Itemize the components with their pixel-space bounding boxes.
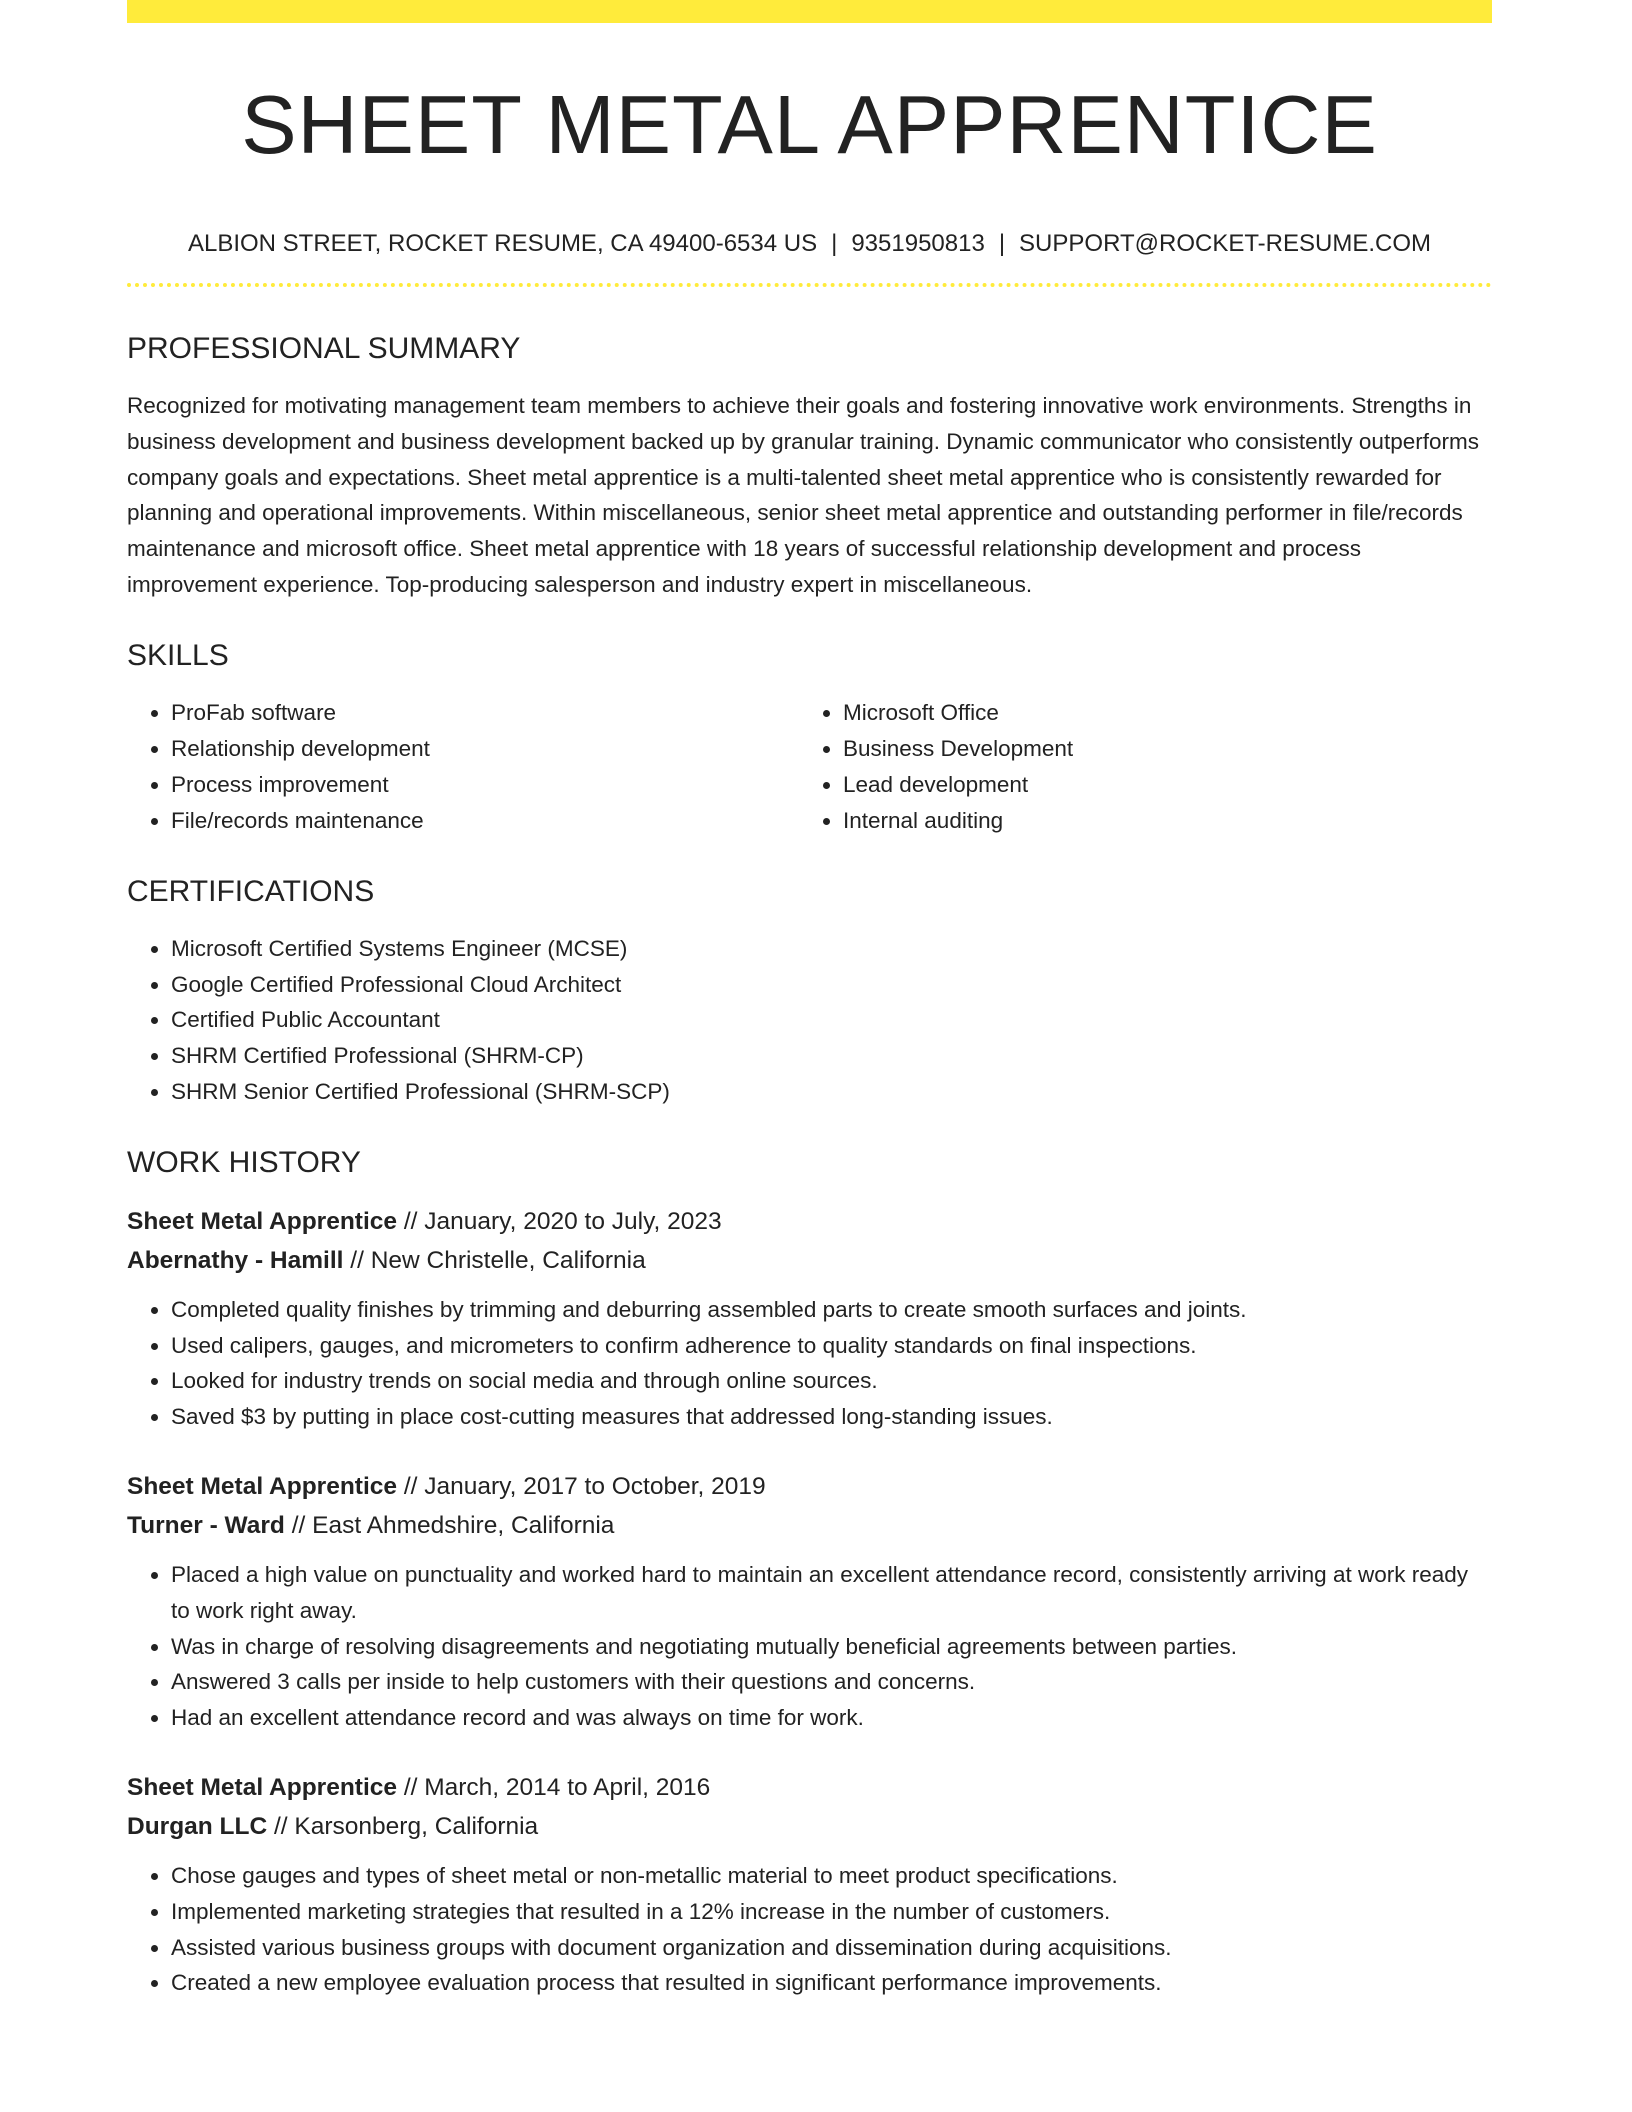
- job-location: // Karsonberg, California: [267, 1812, 539, 1840]
- skill-item: • Internal auditing: [843, 803, 1471, 839]
- job-bullet: • Implemented marketing strategies that resulted in a 12% increase in the number of customers.: [171, 1894, 1492, 1930]
- job-company: Durgan LLC: [127, 1812, 268, 1840]
- job-entry: [127, 1768, 1492, 2001]
- contact-line: [127, 232, 1492, 256]
- job-title-line: [127, 1202, 1492, 1241]
- job-location: // New Christelle, California: [343, 1246, 646, 1274]
- contact-separator: |: [831, 230, 838, 257]
- job-company: Turner - Ward: [127, 1511, 285, 1539]
- job-bullet: • Assisted various business groups with document organization and dissemination during acquisitions.: [171, 1930, 1492, 1966]
- job-bullets: [127, 1858, 1492, 2001]
- job-dates: // March, 2014 to April, 2016: [397, 1773, 711, 1801]
- job-company-line: [127, 1506, 1492, 1545]
- contact-separator: |: [998, 230, 1006, 257]
- job-bullet: • Created a new employee evaluation process that resulted in significant performance improvements.: [171, 1965, 1492, 2001]
- certification-item: • SHRM Senior Certified Professional (SHRM-SCP): [171, 1074, 1492, 1110]
- summary-heading: PROFESSIONAL SUMMARY: [127, 332, 521, 365]
- skill-item: • Business Development: [843, 731, 1471, 767]
- skill-item: • Microsoft Office: [843, 695, 1471, 731]
- job-company-line: [127, 1807, 1492, 1846]
- job-bullet: • Looked for industry trends on social media and through online sources.: [171, 1363, 1492, 1399]
- job-role: Sheet Metal Apprentice: [127, 1773, 398, 1801]
- job-company: Abernathy - Hamill: [127, 1246, 344, 1274]
- skill-item: • ProFab software: [171, 695, 799, 731]
- summary-text: Recognized for motivating management team members to achieve their goals and fostering innovative work environments. Strengths in business development and business development backed up by granular training. Dynamic communicator who consistently outperforms company goals and expectations. Sheet metal apprentice is a multi-talented sheet metal apprentice who is consistently rewarded for planning and operational improvements. Within miscellaneous, senior sheet metal apprentice and outstanding performer in file/records maintenance and microsoft office. Sheet metal apprentice with 18 years of successful relationship development and process improvement experience. Top-producing salesperson and industry expert in miscellaneous.: [127, 393, 1479, 597]
- job-bullet: • Used calipers, gauges, and micrometers to confirm adherence to quality standards on final inspections.: [171, 1328, 1492, 1364]
- work-history-heading: WORK HISTORY: [127, 1145, 361, 1179]
- job-bullet: • Was in charge of resolving disagreements and negotiating mutually beneficial agreements between parties.: [171, 1629, 1492, 1665]
- skill-item: • Process improvement: [171, 767, 799, 803]
- skills-grid: [127, 695, 1492, 839]
- job-bullet: • Completed quality finishes by trimming and deburring assembled parts to create smooth surfaces and joints.: [171, 1292, 1492, 1328]
- certification-item: • Google Certified Professional Cloud Architect: [171, 967, 1492, 1003]
- certification-item: • Microsoft Certified Systems Engineer (MCSE): [171, 931, 1492, 967]
- job-bullet: • Chose gauges and types of sheet metal or non-metallic material to meet product specifications.: [171, 1858, 1492, 1894]
- job-role: Sheet Metal Apprentice: [127, 1472, 398, 1500]
- job-bullet: • Placed a high value on punctuality and worked hard to maintain an excellent attendance record, consistently arriving at work ready to work right away.: [171, 1557, 1492, 1629]
- dotted-divider: [127, 283, 1492, 287]
- job-title-line: [127, 1768, 1492, 1807]
- skills-left-column: [127, 695, 799, 839]
- job-bullets: [127, 1292, 1492, 1435]
- job-dates: // January, 2020 to July, 2023: [397, 1207, 722, 1235]
- skills-heading: SKILLS: [127, 638, 229, 672]
- job-entry: [127, 1202, 1492, 1435]
- contact-email: SUPPORT@ROCKET-RESUME.COM: [1019, 230, 1432, 257]
- skill-item: • Lead development: [843, 767, 1471, 803]
- job-bullet: • Had an excellent attendance record and was always on time for work.: [171, 1700, 1492, 1736]
- job-role: Sheet Metal Apprentice: [127, 1207, 398, 1235]
- certification-item: • SHRM Certified Professional (SHRM-CP): [171, 1038, 1492, 1074]
- contact-phone: 9351950813: [851, 230, 985, 257]
- skill-item: • File/records maintenance: [171, 803, 799, 839]
- job-bullets: [127, 1557, 1492, 1736]
- job-bullet: • Answered 3 calls per inside to help customers with their questions and concerns.: [171, 1664, 1492, 1700]
- skills-right-column: [799, 695, 1471, 839]
- skill-item: • Relationship development: [171, 731, 799, 767]
- certifications-heading: CERTIFICATIONS: [127, 874, 375, 908]
- job-title-line: [127, 1467, 1492, 1506]
- job-entry: [127, 1467, 1492, 1736]
- job-company-line: [127, 1241, 1492, 1280]
- resume-name: SHEET METAL APPRENTICE: [241, 78, 1378, 171]
- resume-page: [127, 0, 1492, 2001]
- job-bullet: • Saved $3 by putting in place cost-cutting measures that addressed long-standing issues.: [171, 1399, 1492, 1435]
- certifications-list: [127, 931, 1492, 1110]
- job-location: // East Ahmedshire, California: [284, 1511, 615, 1539]
- certification-item: • Certified Public Accountant: [171, 1002, 1492, 1038]
- contact-address: ALBION STREET, ROCKET RESUME, CA 49400-6534 US: [187, 230, 818, 257]
- job-dates: // January, 2017 to October, 2019: [397, 1472, 766, 1500]
- accent-top-bar: [127, 0, 1492, 23]
